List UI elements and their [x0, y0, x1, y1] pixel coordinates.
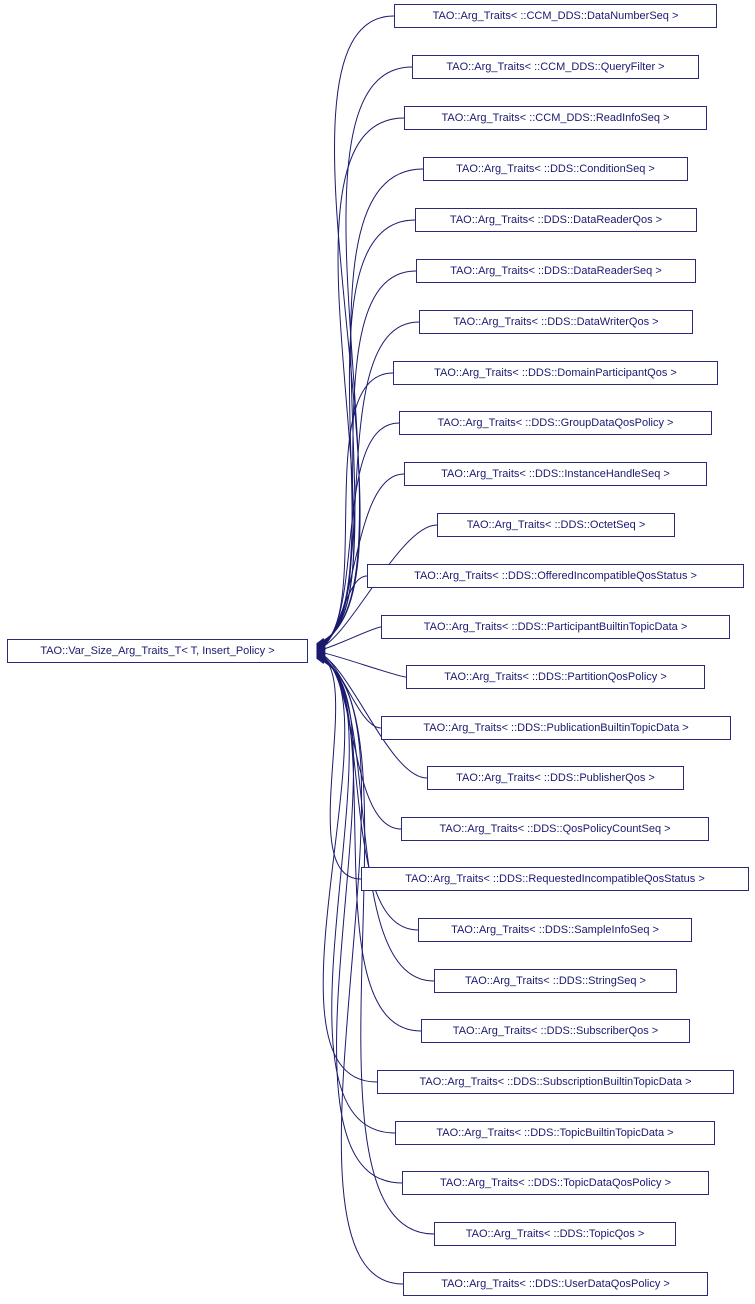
derived-class-node[interactable]: TAO::Arg_Traits< ::DDS::PublicationBuiltinTopicData >	[381, 716, 731, 740]
root-class-node[interactable]: TAO::Var_Size_Arg_Traits_T< T, Insert_Policy >	[7, 639, 308, 663]
derived-class-node[interactable]: TAO::Arg_Traits< ::DDS::DomainParticipantQos >	[393, 361, 718, 385]
derived-class-node[interactable]: TAO::Arg_Traits< ::DDS::OfferedIncompatibleQosStatus >	[367, 564, 744, 588]
derived-class-node[interactable]: TAO::Arg_Traits< ::DDS::QosPolicyCountSeq >	[401, 817, 709, 841]
derived-class-node[interactable]: TAO::Arg_Traits< ::DDS::DataReaderSeq >	[416, 259, 696, 283]
derived-class-node[interactable]: TAO::Arg_Traits< ::DDS::DataWriterQos >	[419, 310, 693, 334]
inheritance-edge	[317, 373, 393, 648]
inheritance-edge	[317, 67, 412, 644]
inheritance-edge	[317, 656, 421, 1031]
derived-class-node[interactable]: TAO::Arg_Traits< ::DDS::InstanceHandleSeq >	[404, 462, 707, 486]
derived-class-node[interactable]: TAO::Arg_Traits< ::DDS::ParticipantBuiltinTopicData >	[381, 615, 730, 639]
derived-class-node[interactable]: TAO::Arg_Traits< ::DDS::RequestedIncompatibleQosStatus >	[361, 867, 749, 891]
derived-class-node[interactable]: TAO::Arg_Traits< ::DDS::OctetSeq >	[437, 513, 675, 537]
derived-class-node[interactable]: TAO::Arg_Traits< ::DDS::SubscriberQos >	[421, 1019, 690, 1043]
inheritance-edge	[317, 653, 401, 829]
derived-class-node[interactable]: TAO::Arg_Traits< ::DDS::TopicQos >	[434, 1222, 676, 1246]
derived-class-node[interactable]: TAO::Arg_Traits< ::DDS::DataReaderQos >	[415, 208, 697, 232]
derived-class-node[interactable]: TAO::Arg_Traits< ::DDS::SampleInfoSeq >	[418, 918, 692, 942]
derived-class-node[interactable]: TAO::Arg_Traits< ::DDS::UserDataQosPolicy >	[403, 1272, 708, 1296]
inheritance-edge	[317, 576, 367, 650]
derived-class-node[interactable]: TAO::Arg_Traits< ::DDS::GroupDataQosPolicy >	[399, 411, 712, 435]
inheritance-edge	[317, 658, 434, 1234]
derived-class-node[interactable]: TAO::Arg_Traits< ::DDS::PublisherQos >	[427, 766, 684, 790]
derived-class-node[interactable]: TAO::Arg_Traits< ::DDS::SubscriptionBuiltinTopicData >	[377, 1070, 734, 1094]
derived-class-node[interactable]: TAO::Arg_Traits< ::DDS::PartitionQosPolicy >	[406, 665, 705, 689]
derived-class-node[interactable]: TAO::Arg_Traits< ::CCM_DDS::DataNumberSeq >	[394, 4, 717, 28]
derived-class-node[interactable]: TAO::Arg_Traits< ::DDS::StringSeq >	[434, 969, 677, 993]
derived-class-node[interactable]: TAO::Arg_Traits< ::CCM_DDS::QueryFilter >	[412, 55, 699, 79]
derived-class-node[interactable]: TAO::Arg_Traits< ::DDS::TopicBuiltinTopicData >	[395, 1121, 715, 1145]
inheritance-edge	[317, 659, 403, 1284]
derived-class-node[interactable]: TAO::Arg_Traits< ::CCM_DDS::ReadInfoSeq >	[404, 106, 707, 130]
inheritance-edge	[317, 651, 406, 677]
inheritance-edge	[317, 654, 361, 879]
derived-class-node[interactable]: TAO::Arg_Traits< ::DDS::TopicDataQosPolicy >	[402, 1171, 709, 1195]
derived-class-node[interactable]: TAO::Arg_Traits< ::DDS::ConditionSeq >	[423, 157, 688, 181]
inheritance-edge	[317, 652, 381, 728]
inheritance-edge	[317, 16, 394, 643]
inheritance-edge	[317, 627, 381, 651]
inheritance-edge	[317, 271, 416, 646]
